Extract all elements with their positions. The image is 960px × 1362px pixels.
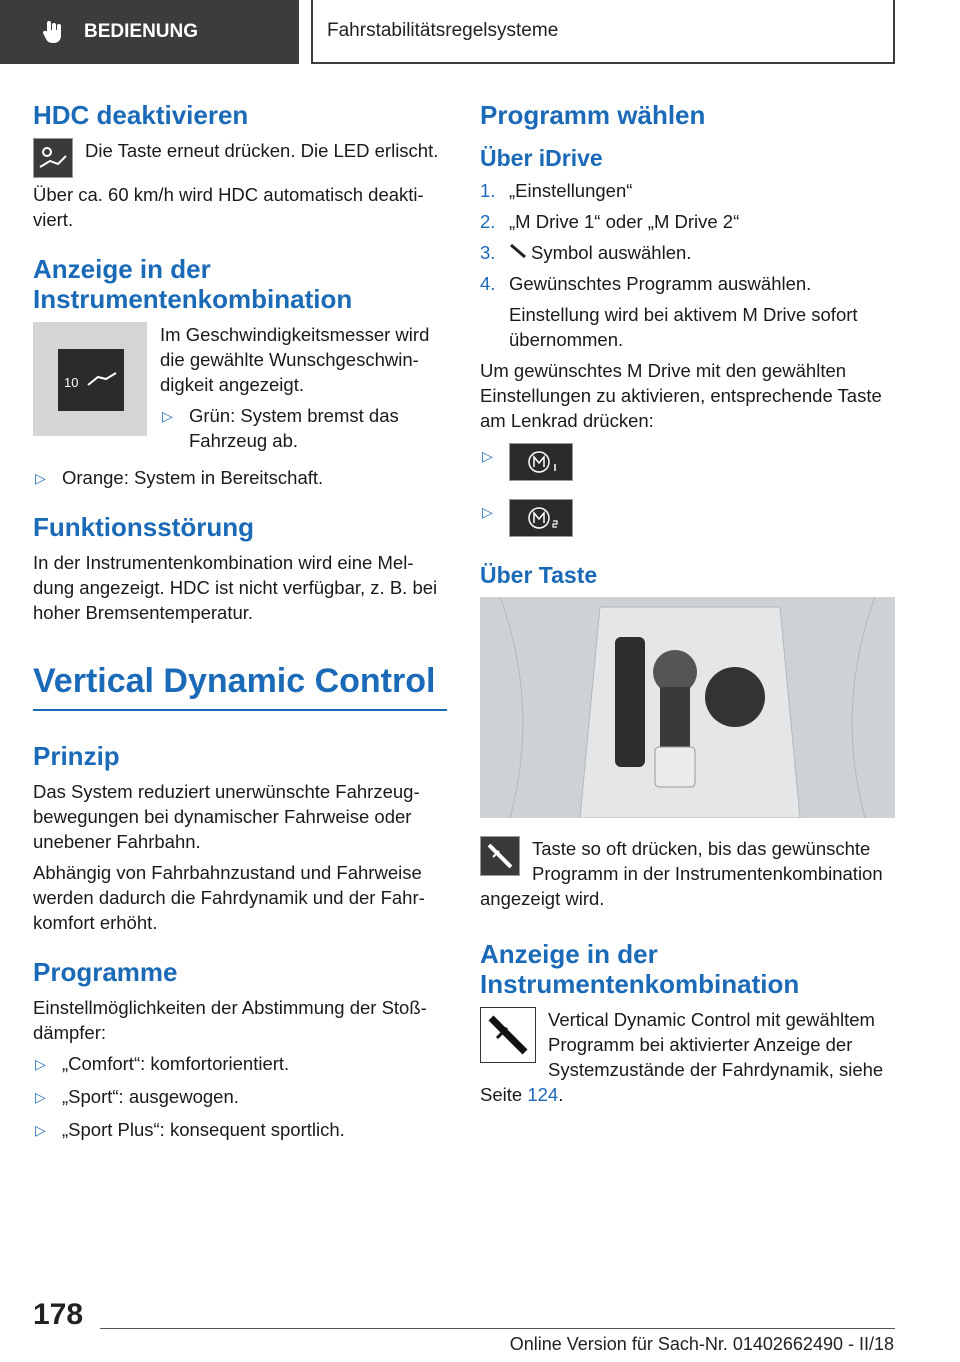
- display-text-right: Vertical Dynamic Control mit gewähltem Programm bei aktivierter Anzeige der Systemzustände der Fahrdynamik, siehe Seite 124.: [480, 1009, 884, 1105]
- display-status-list-2: [33, 465, 447, 490]
- hdc-off-text: Die Taste erneut drücken. Die LED erlischt.: [85, 140, 439, 161]
- prinzip-heading: Prinzip: [33, 741, 120, 771]
- vdc-button-icon: [480, 836, 520, 876]
- taste-text: Taste so oft drücken, bis das gewünschte Programm in der Instrumentenkombination angezeigt wird.: [480, 838, 883, 909]
- step4-note: Einstellung wird bei aktivem M Drive sofort übernommen.: [509, 304, 858, 350]
- m2-button-icon: [509, 499, 573, 537]
- idrive-heading: Über iDrive: [480, 145, 603, 171]
- list-item: ▷ Grün: System bremst das Fahrzeug ab.: [162, 405, 399, 451]
- triangle-bullet-icon: ▷: [482, 448, 493, 464]
- triangle-bullet-icon: ▷: [35, 1056, 46, 1072]
- shock-absorber-icon: [509, 240, 531, 265]
- triangle-bullet-icon: ▷: [35, 470, 46, 486]
- center-console-photo: [480, 597, 895, 818]
- left-column: [33, 100, 447, 1150]
- footer-divider: [100, 1328, 895, 1329]
- display-speed-value: 10: [64, 375, 79, 390]
- fault-text: In der Instrumentenkombination wird eine Meldung angezeigt. HDC ist nicht verfügbar, z. B. bei hoher Bremsentemperatur.: [33, 552, 438, 623]
- footer-text: Online Version für Sach-Nr. 01402662490 - II/18: [509, 1334, 894, 1354]
- list-item: ▷ „Comfort“: komfortorientiert.: [33, 1051, 447, 1076]
- chapter-label: Fahrstabilitätsregelsysteme: [327, 20, 559, 41]
- prinzip-text-2: Abhängig von Fahrbahnzustand und Fahrweise werden dadurch die Fahrdynamik und der Fahrkomfort erhöht.: [33, 862, 425, 933]
- list-item: 3. Symbol auswählen.: [480, 242, 692, 263]
- hdc-button-icon: [33, 138, 73, 178]
- hdc-auto-off-text: Über ca. 60 km/h wird HDC automatisch deaktiviert.: [33, 184, 424, 230]
- section-label: BEDIENUNG: [84, 21, 199, 42]
- display-status-list: [160, 403, 447, 453]
- hdc-off-heading: HDC deaktivieren: [33, 100, 249, 130]
- chapter-tab: [311, 0, 895, 64]
- idrive-steps: [480, 178, 895, 296]
- list-item: [480, 443, 895, 481]
- display-heading-left: Anzeige in der Instrumentenkombination: [33, 254, 353, 314]
- list-item: 1. „Einstellungen“: [480, 180, 633, 201]
- speedometer-display-image: [33, 322, 147, 436]
- display-text-left: Im Geschwindigkeitsmesser wird die gewählte Wunschgeschwindigkeit angezeigt.: [160, 324, 430, 395]
- page-number: 178: [33, 1298, 84, 1331]
- taste-heading: Über Taste: [480, 562, 598, 588]
- triangle-bullet-icon: ▷: [35, 1122, 46, 1138]
- triangle-bullet-icon: ▷: [482, 504, 493, 520]
- programme-list: [33, 1051, 447, 1142]
- display-screen: [58, 349, 124, 411]
- hand-icon: [42, 20, 64, 44]
- fault-heading: Funktionsstörung: [33, 512, 254, 542]
- triangle-bullet-icon: ▷: [35, 1089, 46, 1105]
- m-drive-buttons: [480, 443, 895, 537]
- list-item: ▷ „Sport Plus“: konsequent sportlich.: [33, 1117, 447, 1142]
- idrive-text: Um gewünschtes M Drive mit den gewählten Einstellungen zu aktivieren, entsprechende Taste am Lenkrad drücken:: [480, 360, 882, 431]
- list-item: 4. Gewünschtes Programm auswählen.: [480, 273, 812, 294]
- list-item: 2. „M Drive 1“ oder „M Drive 2“: [480, 211, 740, 232]
- programme-text: Einstellmöglichkeiten der Abstimmung der Stoßdämpfer:: [33, 997, 427, 1043]
- programme-heading: Programme: [33, 957, 178, 987]
- list-item: [480, 499, 895, 537]
- vdc-heading: Vertical Dynamic Control: [33, 662, 436, 700]
- prinzip-text-1: Das System reduziert unerwünschte Fahrzeugbewegungen bei dynamischer Fahrweise oder unebener Fahrbahn.: [33, 781, 420, 852]
- right-column: [480, 100, 895, 1113]
- display-heading-right: Anzeige in der Instrumentenkombination: [480, 939, 800, 999]
- page-link[interactable]: 124: [527, 1084, 559, 1105]
- program-select-heading: Programm wählen: [480, 100, 706, 130]
- list-item: ▷ Orange: System in Bereitschaft.: [33, 465, 447, 490]
- triangle-bullet-icon: ▷: [162, 408, 173, 424]
- m1-button-icon: [509, 443, 573, 481]
- section-tab: [0, 0, 299, 64]
- vdc-display-icon: [480, 1007, 536, 1063]
- list-item: ▷ „Sport“: ausgewogen.: [33, 1084, 447, 1109]
- heading-divider: [33, 709, 447, 711]
